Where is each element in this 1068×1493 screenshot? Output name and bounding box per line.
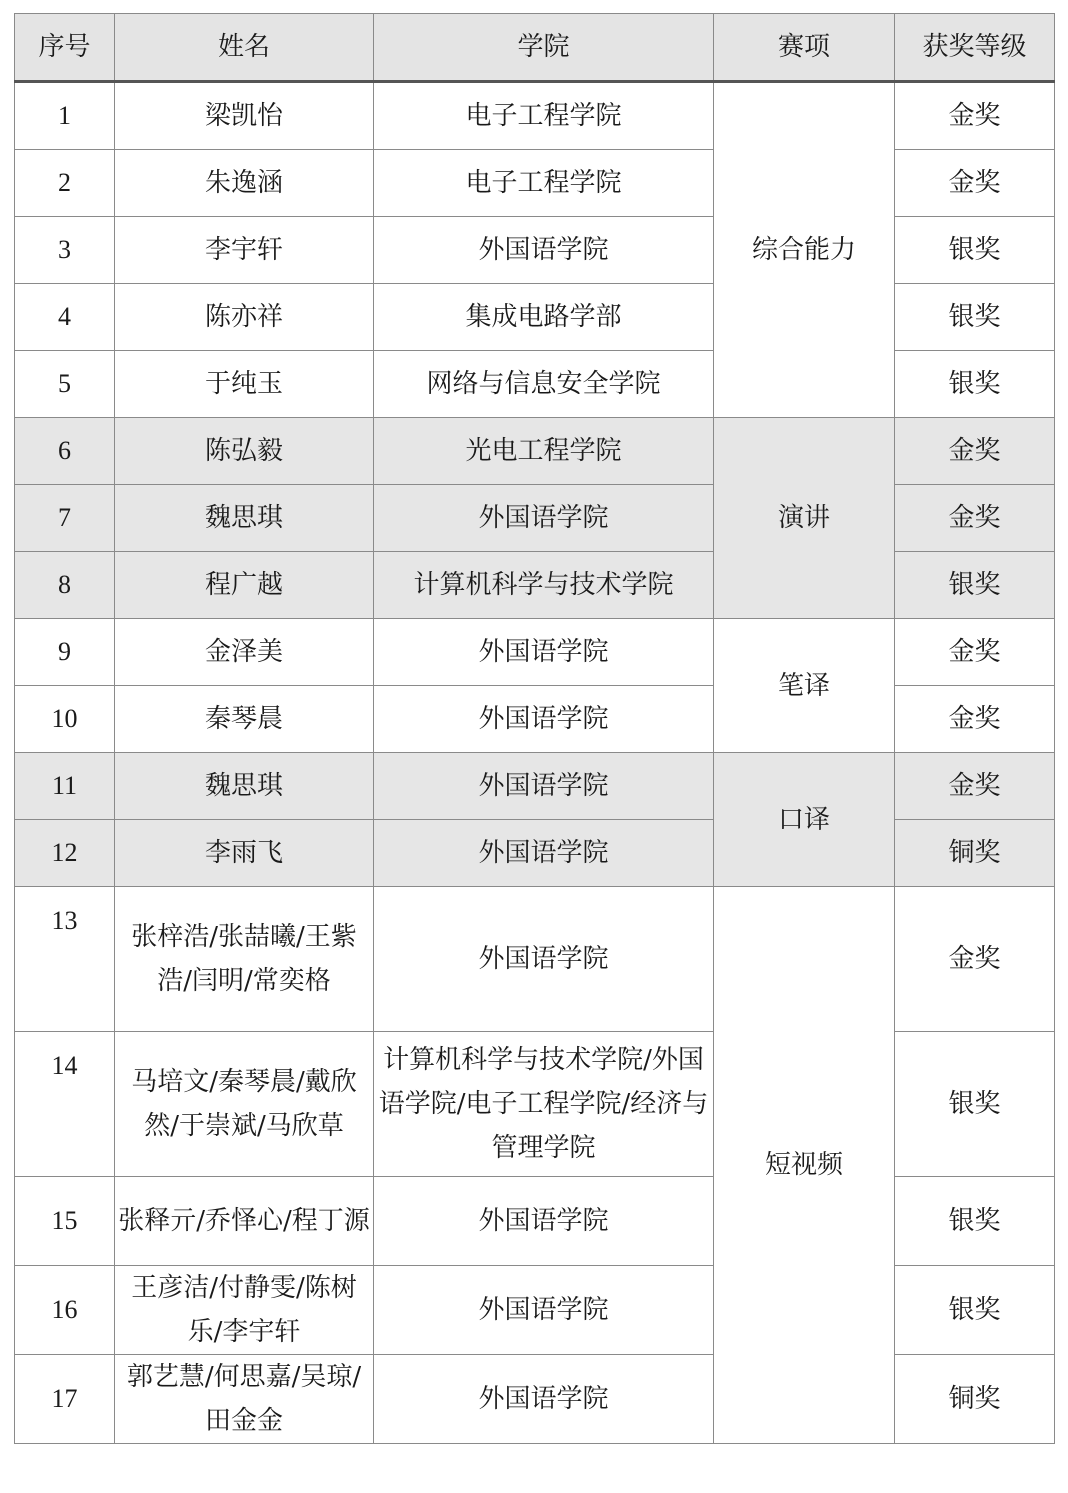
table-row [15, 887, 1055, 1032]
row-number: 10 [15, 686, 115, 753]
row-award: 银奖 [895, 552, 1055, 619]
row-award: 金奖 [895, 619, 1055, 686]
table-row [15, 284, 1055, 351]
row-college: 外国语学院 [374, 1177, 714, 1266]
row-award: 金奖 [895, 150, 1055, 217]
row-college: 电子工程学院 [374, 150, 714, 217]
row-college: 外国语学院 [374, 753, 714, 820]
table-row [15, 82, 1055, 150]
table-row [15, 552, 1055, 619]
row-number: 3 [15, 217, 115, 284]
row-college: 计算机科学与技术学院/外国语学院/电子工程学院/经济与管理学院 [374, 1032, 714, 1177]
table-row [15, 351, 1055, 418]
table-row [15, 418, 1055, 485]
row-award: 银奖 [895, 217, 1055, 284]
row-award: 金奖 [895, 418, 1055, 485]
row-name: 张梓浩/张喆曦/王紫浩/闫明/常奕格 [115, 887, 374, 1032]
event-cell: 短视频 [714, 887, 895, 1444]
row-name: 李雨飞 [115, 820, 374, 887]
event-cell: 综合能力 [714, 82, 895, 418]
row-number: 2 [15, 150, 115, 217]
row-college: 外国语学院 [374, 217, 714, 284]
row-name: 陈弘毅 [115, 418, 374, 485]
table-row [15, 1177, 1055, 1266]
row-name: 陈亦祥 [115, 284, 374, 351]
row-award: 金奖 [895, 686, 1055, 753]
header-college: 学院 [374, 14, 714, 82]
table-row [15, 1266, 1055, 1355]
row-number: 16 [15, 1266, 115, 1355]
table-row [15, 1032, 1055, 1177]
row-number: 6 [15, 418, 115, 485]
row-name: 魏思琪 [115, 753, 374, 820]
header-row [15, 14, 1055, 82]
table-row [15, 150, 1055, 217]
row-award: 银奖 [895, 351, 1055, 418]
row-award: 金奖 [895, 485, 1055, 552]
row-number: 4 [15, 284, 115, 351]
row-award: 银奖 [895, 1177, 1055, 1266]
row-number: 12 [15, 820, 115, 887]
row-number: 13 [15, 887, 115, 1032]
row-name: 魏思琪 [115, 485, 374, 552]
row-college: 光电工程学院 [374, 418, 714, 485]
row-name: 郭艺慧/何思嘉/吴琼/田金金 [115, 1355, 374, 1444]
row-name: 程广越 [115, 552, 374, 619]
row-name: 梁凯怡 [115, 82, 374, 150]
header-name: 姓名 [115, 14, 374, 82]
row-number: 9 [15, 619, 115, 686]
row-award: 银奖 [895, 1266, 1055, 1355]
row-number: 5 [15, 351, 115, 418]
row-name: 李宇轩 [115, 217, 374, 284]
row-name: 朱逸涵 [115, 150, 374, 217]
table-row [15, 619, 1055, 686]
row-award: 金奖 [895, 753, 1055, 820]
row-college: 外国语学院 [374, 820, 714, 887]
table-row [15, 485, 1055, 552]
table-row [15, 217, 1055, 284]
awards-table [14, 13, 1055, 1444]
row-name: 秦琴晨 [115, 686, 374, 753]
table-row [15, 820, 1055, 887]
header-number: 序号 [15, 14, 115, 82]
row-number: 7 [15, 485, 115, 552]
row-number: 1 [15, 82, 115, 150]
event-cell: 口译 [714, 753, 895, 887]
row-college: 网络与信息安全学院 [374, 351, 714, 418]
row-award: 铜奖 [895, 1355, 1055, 1444]
row-award: 银奖 [895, 1032, 1055, 1177]
row-award: 铜奖 [895, 820, 1055, 887]
event-cell: 演讲 [714, 418, 895, 619]
row-number: 14 [15, 1032, 115, 1177]
event-cell: 笔译 [714, 619, 895, 753]
header-award-level: 获奖等级 [895, 14, 1055, 82]
row-number: 11 [15, 753, 115, 820]
row-name: 于纯玉 [115, 351, 374, 418]
row-college: 外国语学院 [374, 887, 714, 1032]
table-row [15, 753, 1055, 820]
row-number: 17 [15, 1355, 115, 1444]
table-row [15, 686, 1055, 753]
row-number: 8 [15, 552, 115, 619]
row-college: 外国语学院 [374, 1355, 714, 1444]
row-number: 15 [15, 1177, 115, 1266]
row-college: 外国语学院 [374, 1266, 714, 1355]
row-award: 银奖 [895, 284, 1055, 351]
row-name: 马培文/秦琴晨/戴欣然/于崇斌/马欣草 [115, 1032, 374, 1177]
table-row [15, 1355, 1055, 1444]
row-college: 计算机科学与技术学院 [374, 552, 714, 619]
row-college: 外国语学院 [374, 686, 714, 753]
row-award: 金奖 [895, 887, 1055, 1032]
row-college: 外国语学院 [374, 619, 714, 686]
row-award: 金奖 [895, 82, 1055, 150]
row-name: 金泽美 [115, 619, 374, 686]
row-college: 电子工程学院 [374, 82, 714, 150]
row-college: 集成电路学部 [374, 284, 714, 351]
row-name: 王彦洁/付静雯/陈树乐/李宇轩 [115, 1266, 374, 1355]
row-name: 张释亓/乔怿心/程丁源 [115, 1177, 374, 1266]
header-event: 赛项 [714, 14, 895, 82]
row-college: 外国语学院 [374, 485, 714, 552]
